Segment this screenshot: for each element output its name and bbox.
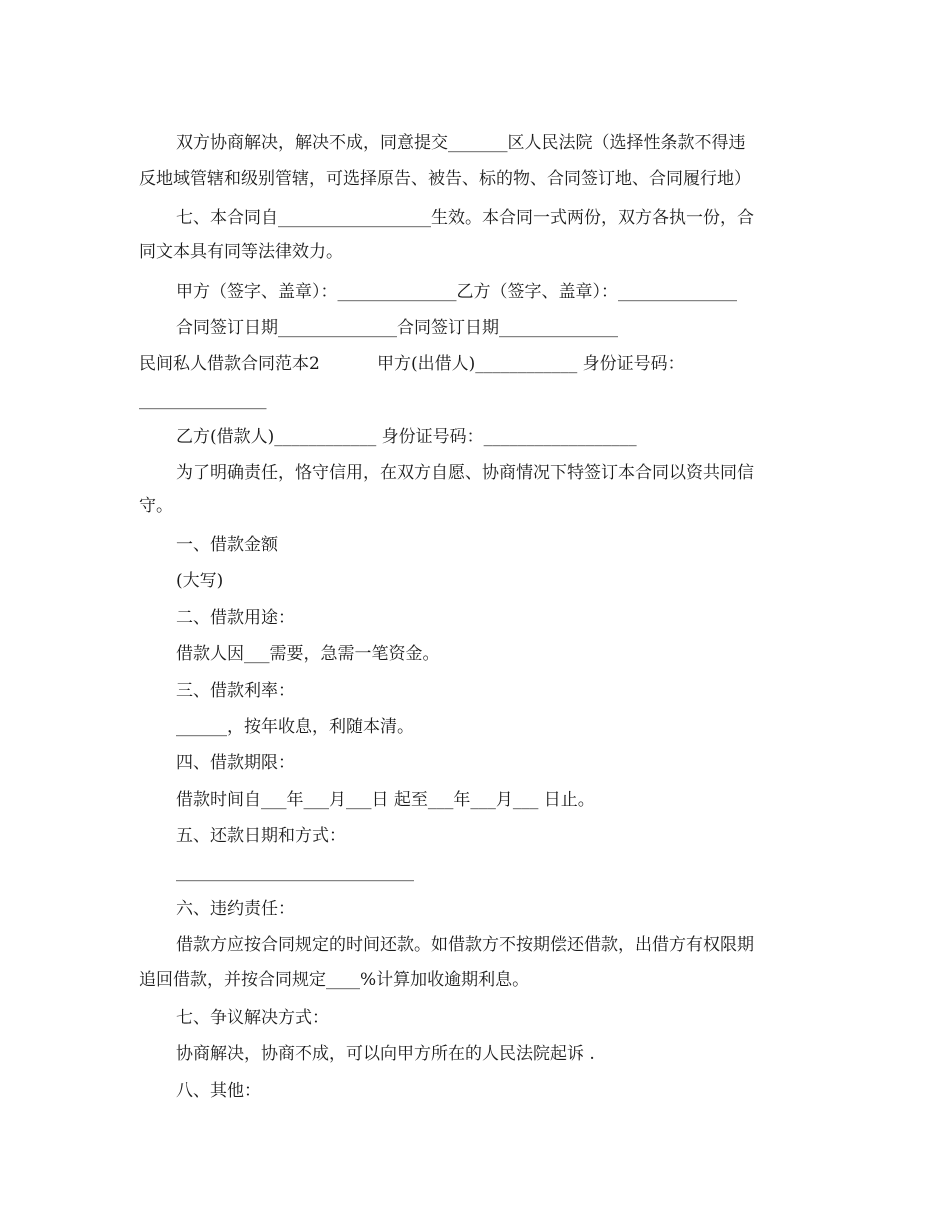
section2-title: 二、借款用途：: [176, 608, 295, 628]
section3-body: ______，按年收息，利随本清。: [176, 717, 414, 737]
lender-line: 甲方(出借人)____________ 身份证号码：: [377, 354, 685, 374]
section4-title: 四、借款期限：: [176, 753, 295, 773]
section7-body: 协商解决，协商不成，可以向甲方所在的人民法院起诉 .: [176, 1044, 595, 1064]
section5-blank: ____________________________: [176, 862, 414, 882]
section3-title: 三、借款利率：: [176, 681, 295, 701]
section7-title: 七、争议解决方式：: [176, 1008, 329, 1028]
section8-title: 八、其他：: [176, 1081, 261, 1101]
preamble-line2: 守。: [139, 496, 173, 516]
section6-title: 六、违约责任：: [176, 899, 295, 919]
section6-body-line2: 追回借款，并按合同规定____%计算加收逾期利息。: [139, 970, 530, 990]
section1-body: (大写): [176, 571, 224, 591]
signature-line: 甲方（签字、盖章）：______________乙方（签字、盖章）：______________: [176, 282, 737, 302]
paragraph-effective-line2: 同文本具有同等法律效力。: [139, 242, 343, 262]
section4-body: 借款时间自___年___月___日 起至___年___月___ 日止。: [176, 790, 595, 810]
section2-body: 借款人因___需要，急需一笔资金。: [176, 644, 440, 664]
section1-title: 一、借款金额: [176, 535, 278, 555]
signing-date-line: 合同签订日期______________合同签订日期______________: [176, 318, 618, 338]
preamble-line1: 为了明确责任，恪守信用，在双方自愿、协商情况下特签订本合同以资共同信: [176, 463, 754, 483]
lender-id-blank: _______________: [139, 390, 267, 410]
paragraph-effective-line1: 七、本合同自__________________生效。本合同一式两份，双方各执一份，合: [176, 208, 754, 228]
section5-title: 五、还款日期和方式：: [176, 826, 346, 846]
borrower-line: 乙方(借款人)____________ 身份证号码：__________________: [176, 427, 637, 447]
paragraph-dispute-line2: 反地域管辖和级别管辖，可选择原告、被告、标的物、合同签订地、合同履行地）: [139, 169, 751, 189]
section6-body-line1: 借款方应按合同规定的时间还款。如借款方不按期偿还借款，出借方有权限期: [176, 935, 754, 955]
paragraph-dispute-line1: 双方协商解决，解决不成，同意提交_______区人民法院（选择性条款不得违: [176, 133, 746, 153]
contract2-title: 民间私人借款合同范本2: [139, 354, 320, 374]
